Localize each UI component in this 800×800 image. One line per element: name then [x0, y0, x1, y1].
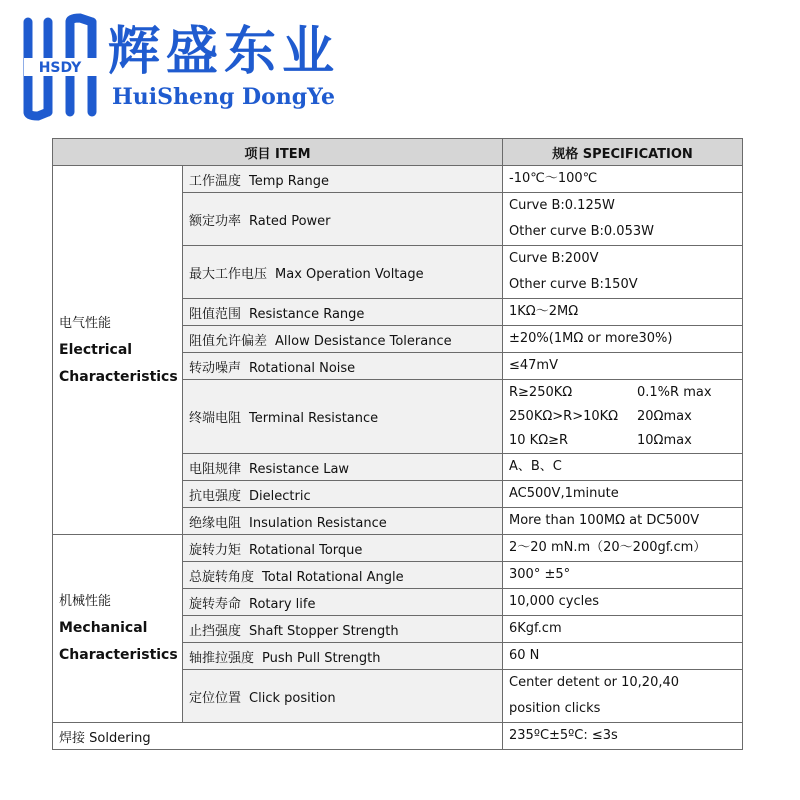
item-cell: 阻值范围 Resistance Range [183, 299, 503, 326]
spec-cell: 6Kgf.cm [503, 616, 743, 643]
item-cell: 转动噪声 Rotational Noise [183, 353, 503, 380]
table-row [53, 723, 743, 750]
header-item: 项目 ITEM [53, 139, 503, 166]
category-mechanical [53, 535, 183, 723]
table-row [53, 166, 743, 193]
specification-table [52, 138, 743, 750]
category-label-en: Electrical [59, 341, 133, 358]
spec-cell: -10℃～100℃ [503, 166, 743, 193]
spec-cell: 60 N [503, 643, 743, 670]
table-header-row [53, 139, 743, 166]
item-cell: 电阻规律 Resistance Law [183, 454, 503, 481]
spec-cell: 2～20 mN.m（20～200gf.cm） [503, 535, 743, 562]
spec-cell: 235ºC±5ºC: ≤3s [503, 723, 743, 750]
item-cell: 终端电阻 Terminal Resistance [183, 380, 503, 454]
spec-cell: A、B、C [503, 454, 743, 481]
item-cell: 止挡强度 Shaft Stopper Strength [183, 616, 503, 643]
category-label-en: Characteristics [59, 368, 178, 385]
item-cell: 工作温度 Temp Range [183, 166, 503, 193]
spec-cell: 10,000 cycles [503, 589, 743, 616]
spec-cell: R≥250KΩ 0.1%R max 250KΩ>R>10KΩ 20Ωmax 10 KΩ≥R 10Ωmax [503, 380, 743, 454]
spec-cell: ≤47mV [503, 353, 743, 380]
spec-cell: Center detent or 10,20,40 position clicks [503, 670, 743, 723]
item-cell: 旋转力矩 Rotational Torque [183, 535, 503, 562]
item-cell: 定位位置 Click position [183, 670, 503, 723]
category-label-en: Characteristics [59, 647, 178, 663]
header-specification: 规格 SPECIFICATION [503, 139, 743, 166]
spec-cell: More than 100MΩ at DC500V [503, 508, 743, 535]
category-label-en: Mechanical [59, 620, 148, 636]
item-cell: 抗电强度 Dielectric [183, 481, 503, 508]
item-cell: 阻值允许偏差 Allow Desistance Tolerance [183, 326, 503, 353]
item-cell: 旋转寿命 Rotary life [183, 589, 503, 616]
item-cell: 总旋转角度 Total Rotational Angle [183, 562, 503, 589]
item-cell: 额定功率 Rated Power [183, 193, 503, 246]
table-row [53, 535, 743, 562]
spec-cell: AC500V,1minute [503, 481, 743, 508]
item-cell: 最大工作电压 Max Operation Voltage [183, 246, 503, 299]
brand-name-en: HuiSheng DongYe [112, 84, 335, 110]
spec-cell: 300° ±5° [503, 562, 743, 589]
category-label-cn: 电气性能 [59, 315, 112, 331]
spec-cell: ±20%(1MΩ or more30%) [503, 326, 743, 353]
soldering-item-cell: 焊接 Soldering [53, 723, 503, 750]
item-cell: 轴推拉强度 Push Pull Strength [183, 643, 503, 670]
category-electrical [53, 166, 183, 535]
logo-mark-text: HSDY [38, 60, 82, 76]
brand-name-cn: 辉盛东业 [108, 21, 341, 82]
spec-cell: Curve B:0.125W Other curve B:0.053W [503, 193, 743, 246]
category-label-cn: 机械性能 [59, 594, 112, 609]
hsdy-logo-icon [18, 12, 102, 122]
spec-cell: Curve B:200V Other curve B:150V [503, 246, 743, 299]
spec-cell: 1KΩ～2MΩ [503, 299, 743, 326]
item-cell: 绝缘电阻 Insulation Resistance [183, 508, 503, 535]
